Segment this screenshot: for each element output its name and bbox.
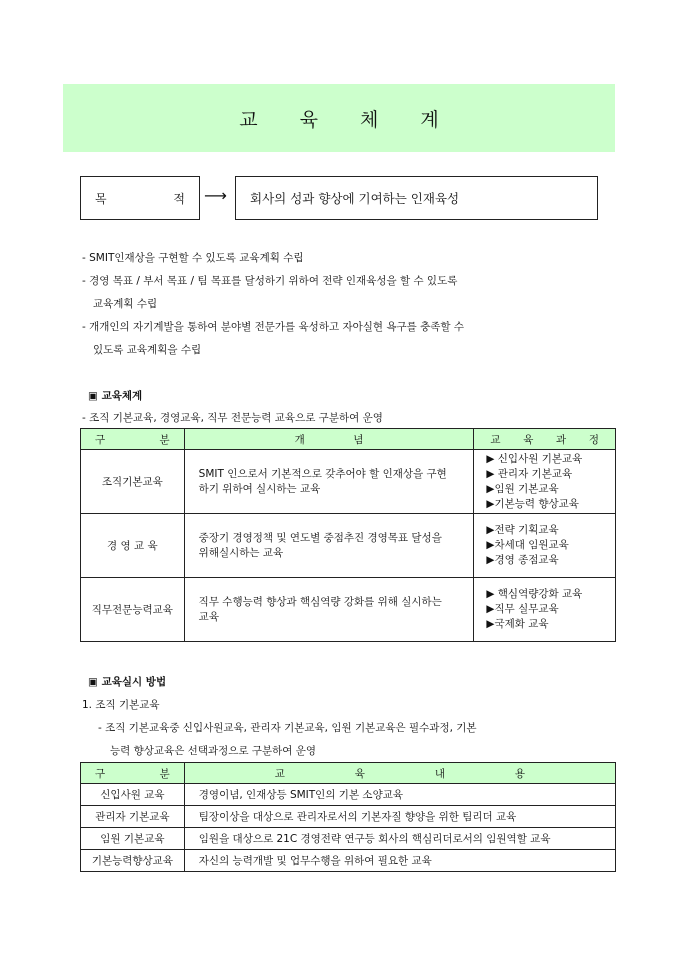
table-row bbox=[81, 784, 616, 806]
course-item: ▶경영 종점교육 bbox=[486, 554, 559, 566]
bullet-2-cont: 교육계획 수립 bbox=[93, 298, 158, 310]
table-row bbox=[81, 806, 616, 828]
section-heading-method: ▣ 교육실시 방법 bbox=[88, 676, 167, 688]
concept-line: 위해실시하는 교육 bbox=[198, 546, 284, 559]
header-c3-3: 과 bbox=[556, 433, 567, 446]
course-item: ▶전략 기획교육 bbox=[486, 524, 559, 536]
row-content: 임원을 대상으로 21C 경영전략 연구등 회사의 핵심리더로서의 임원역할 교육 bbox=[184, 828, 615, 850]
system-description: - 조직 기본교육, 경영교육, 직무 전문능력 교육으로 구분하여 운영 bbox=[82, 412, 383, 424]
row-name: 기본능력향상교육 bbox=[81, 850, 185, 872]
table-row bbox=[81, 850, 616, 872]
method-description-1: - 조직 기본교육중 신입사원교육, 관리자 기본교육, 임원 기본교육은 필수과정, 기본 bbox=[98, 722, 477, 734]
goal-box bbox=[235, 176, 598, 220]
section-heading-system: ▣ 교육체계 bbox=[88, 390, 143, 402]
table-row bbox=[81, 514, 616, 578]
row-content: 팀장이상을 대상으로 관리자로서의 기본자질 향양을 위한 팀리더 교육 bbox=[184, 806, 615, 828]
row-name: 신입사원 교육 bbox=[81, 784, 185, 806]
page-title: 교 육 체 계 bbox=[239, 108, 457, 131]
course-item: ▶임원 기본교육 bbox=[486, 482, 559, 495]
table-row bbox=[81, 450, 616, 514]
concept-line: 교육 bbox=[198, 610, 219, 623]
course-item: ▶ 신입사원 기본교육 bbox=[486, 452, 583, 465]
row-name: 직무전문능력교육 bbox=[81, 578, 185, 642]
concept-line: 하기 위하여 실시하는 교육 bbox=[198, 482, 321, 495]
system-table-header bbox=[81, 429, 616, 450]
table-row bbox=[81, 578, 616, 642]
header-gu: 구 bbox=[95, 767, 106, 780]
header-gu: 구 bbox=[95, 433, 106, 446]
bullet-1: - SMIT인재상을 구현할 수 있도록 교육계획 수립 bbox=[82, 252, 304, 264]
bullet-3-cont: 있도록 교육계획을 수립 bbox=[93, 344, 202, 356]
right-arrow-icon: ⟶ bbox=[204, 186, 227, 205]
row-name: 임원 기본교육 bbox=[81, 828, 185, 850]
course-item: ▶ 핵심역량강화 교육 bbox=[486, 588, 583, 600]
purpose-box bbox=[80, 176, 200, 220]
course-item: ▶국제화 교육 bbox=[486, 618, 549, 630]
header-gae: 개 bbox=[294, 433, 305, 446]
concept-line: 중장기 경영정책 및 연도별 중점추진 경영목표 달성을 bbox=[198, 531, 442, 544]
method-table bbox=[80, 762, 616, 872]
goal-text: 회사의 성과 향상에 기여하는 인재육성 bbox=[250, 191, 460, 206]
header-bun: 분 bbox=[159, 433, 170, 446]
header-c3-2: 육 bbox=[523, 433, 534, 446]
method-subheading: 1. 조직 기본교육 bbox=[82, 699, 160, 711]
table-row bbox=[81, 828, 616, 850]
method-description-2: 능력 향상교육은 선택과정으로 구분하여 운영 bbox=[110, 745, 317, 757]
course-item: ▶차세대 임원교육 bbox=[486, 539, 569, 551]
course-item: ▶ 관리자 기본교육 bbox=[486, 467, 573, 480]
header-c2-3: 내 bbox=[434, 767, 445, 780]
header-bun: 분 bbox=[159, 767, 170, 780]
header-c2-1: 교 bbox=[274, 767, 285, 780]
title-banner bbox=[63, 84, 615, 152]
bullet-2: - 경영 목표 / 부서 목표 / 팀 목표를 달성하기 위하여 전략 인재육성을 할 수 있도록 bbox=[82, 275, 458, 287]
header-c2-4: 용 bbox=[514, 767, 525, 780]
header-c2-2: 육 bbox=[354, 767, 365, 780]
header-c3-1: 교 bbox=[490, 433, 501, 446]
course-item: ▶기본능력 향상교육 bbox=[486, 497, 579, 510]
course-item: ▶직무 실무교육 bbox=[486, 603, 559, 615]
row-content: 경영이념, 인재상등 SMIT인의 기본 소양교육 bbox=[184, 784, 615, 806]
row-name: 경 영 교 육 bbox=[81, 514, 185, 578]
concept-line: SMIT 인으로서 기본적으로 갖추어야 할 인재상을 구현 bbox=[198, 467, 447, 480]
row-name: 조직기본교육 bbox=[81, 450, 185, 514]
purpose-label-right: 적 bbox=[173, 191, 185, 206]
concept-line: 직무 수행능력 향상과 핵심역량 강화를 위해 실시하는 bbox=[198, 595, 442, 608]
purpose-label-left: 목 bbox=[95, 191, 107, 206]
system-table bbox=[80, 428, 616, 642]
row-content: 자신의 능력개발 및 업무수행을 위하여 필요한 교육 bbox=[184, 850, 615, 872]
row-name: 관리자 기본교육 bbox=[81, 806, 185, 828]
method-table-header bbox=[81, 763, 616, 784]
header-c3-4: 정 bbox=[588, 433, 599, 446]
header-nyeom: 념 bbox=[353, 433, 364, 446]
bullet-3: - 개개인의 자기계발을 통하여 분야별 전문가를 육성하고 자아실현 욕구를 충족할 수 bbox=[82, 321, 465, 333]
